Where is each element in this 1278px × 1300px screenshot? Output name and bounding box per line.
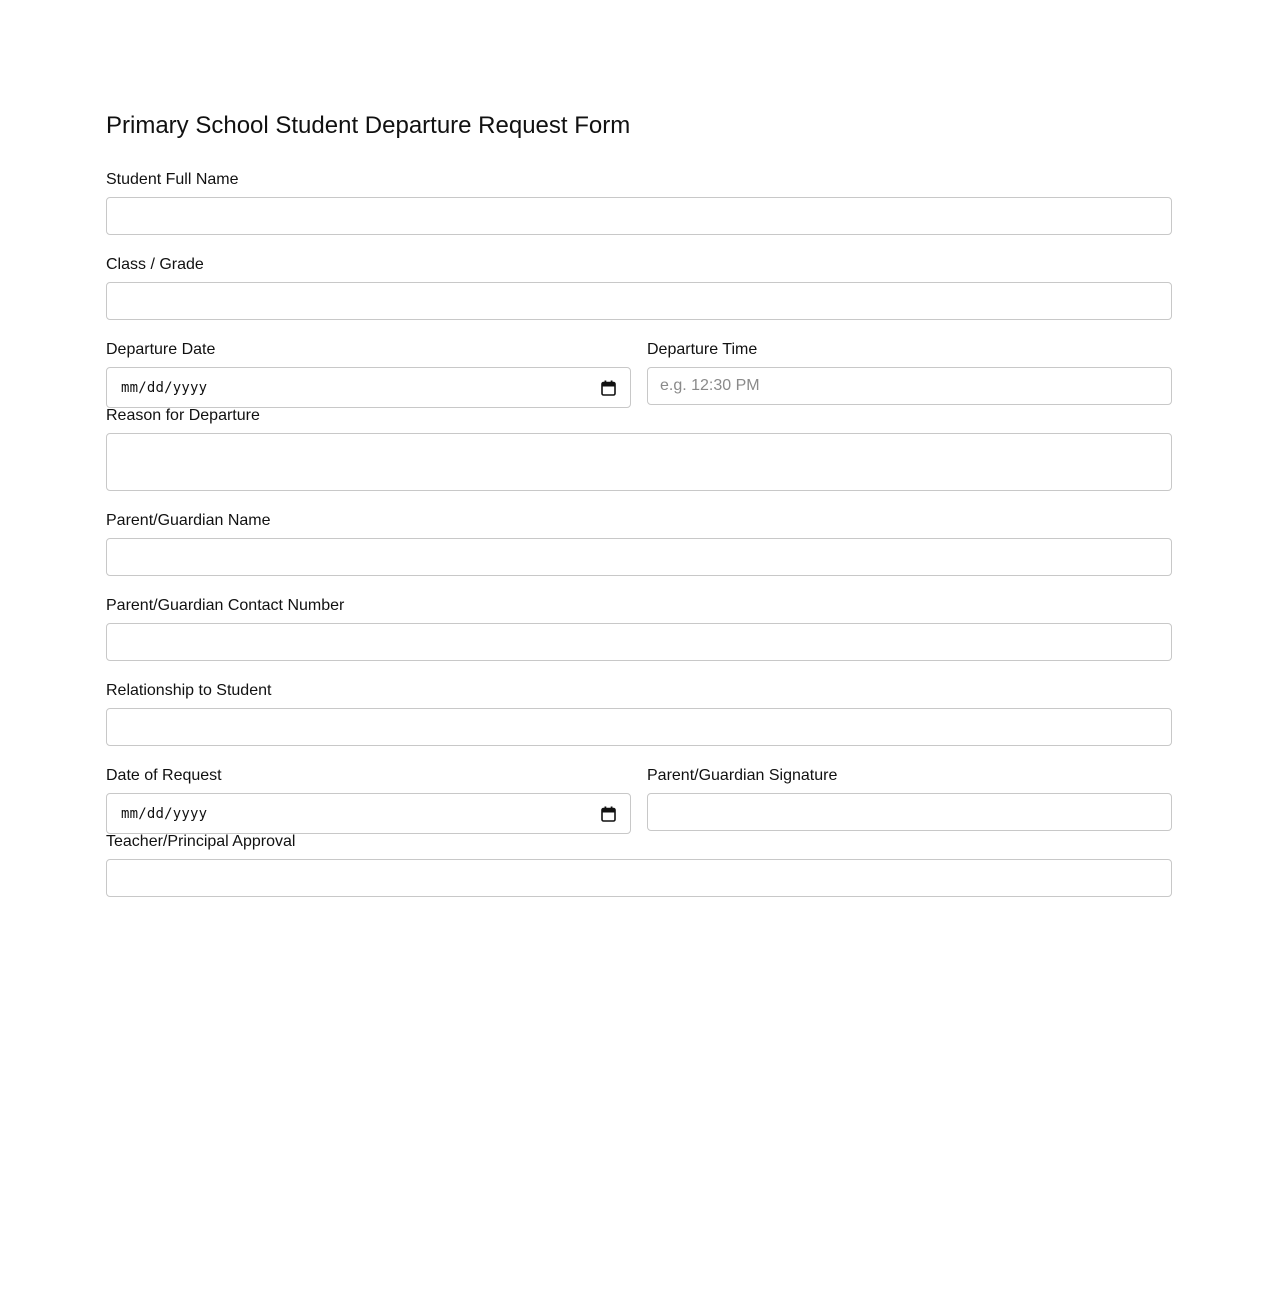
guardian-name-label: Parent/Guardian Name: [106, 512, 271, 529]
guardian-name-input[interactable]: [106, 538, 1172, 576]
departure-date-label: Departure Date: [106, 341, 216, 358]
class-grade-input[interactable]: [106, 282, 1172, 320]
student-name-input[interactable]: [106, 197, 1172, 235]
student-name-label: Student Full Name: [106, 171, 239, 188]
relationship-label: Relationship to Student: [106, 682, 272, 699]
guardian-signature-input[interactable]: [647, 793, 1172, 831]
approval-input[interactable]: [106, 859, 1172, 897]
departure-date-value: mm/dd/yyyy: [121, 379, 208, 396]
guardian-signature-label: Parent/Guardian Signature: [647, 767, 838, 784]
departure-date-input[interactable]: [106, 367, 631, 408]
reason-label: Reason for Departure: [106, 407, 260, 424]
guardian-contact-label: Parent/Guardian Contact Number: [106, 597, 345, 614]
departure-time-label: Departure Time: [647, 341, 758, 358]
calendar-icon[interactable]: [601, 380, 616, 396]
calendar-icon[interactable]: [601, 806, 616, 822]
request-date-value: mm/dd/yyyy: [121, 805, 208, 822]
request-date-label: Date of Request: [106, 767, 222, 784]
approval-label: Teacher/Principal Approval: [106, 833, 296, 850]
class-grade-label: Class / Grade: [106, 256, 204, 273]
departure-time-input[interactable]: [647, 367, 1172, 405]
relationship-input[interactable]: [106, 708, 1172, 746]
guardian-contact-input[interactable]: [106, 623, 1172, 661]
request-date-input[interactable]: [106, 793, 631, 834]
form-title: Primary School Student Departure Request Form: [106, 112, 631, 139]
reason-textarea[interactable]: [106, 433, 1172, 491]
